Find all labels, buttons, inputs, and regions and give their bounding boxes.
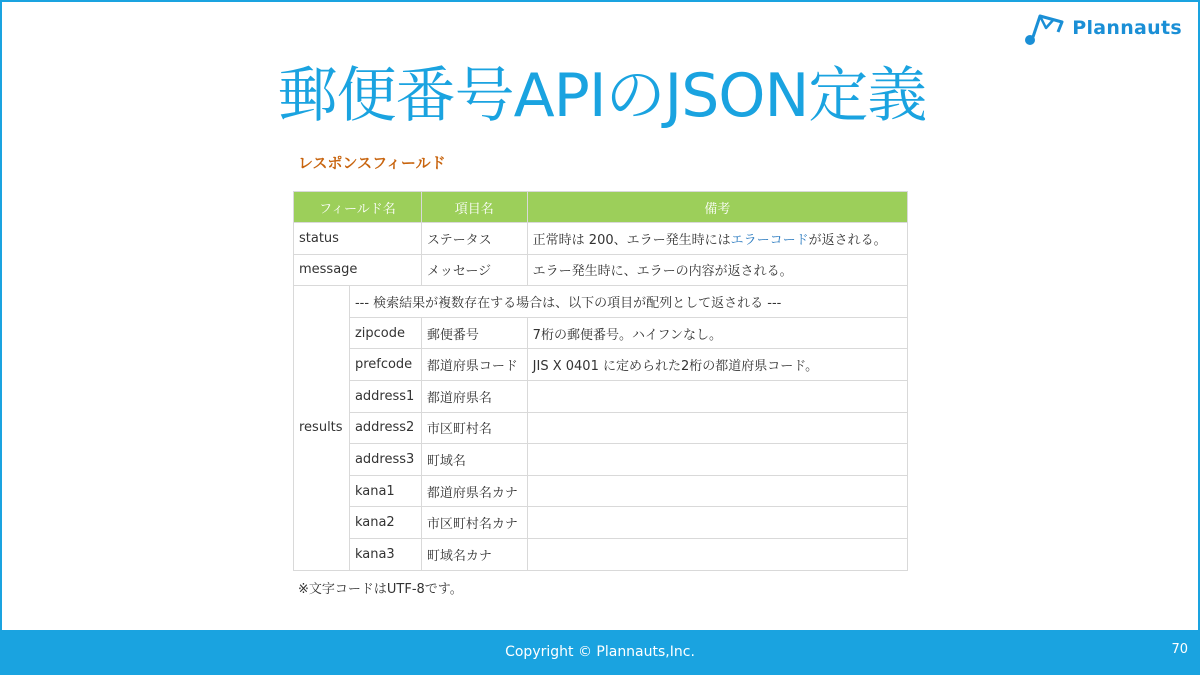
- logo-text: Plannauts: [1072, 17, 1182, 39]
- item-cell: 市区町村名カナ: [421, 507, 527, 539]
- field-cell: prefcode: [349, 349, 421, 381]
- results-field-cell: results: [294, 286, 350, 570]
- field-cell: status: [294, 223, 422, 255]
- note-cell: [527, 380, 907, 412]
- field-cell: kana2: [349, 507, 421, 539]
- field-cell: address2: [349, 412, 421, 444]
- table-row: [294, 507, 908, 539]
- field-cell: kana3: [349, 538, 421, 570]
- table-row: [294, 223, 908, 255]
- table-header-row: [294, 192, 908, 223]
- note-cell: [527, 475, 907, 507]
- note-cell: [527, 538, 907, 570]
- table-row: [294, 317, 908, 349]
- field-cell: message: [294, 254, 422, 286]
- results-note-cell: --- 検索結果が複数存在する場合は、以下の項目が配列として返される ---: [349, 286, 907, 318]
- note-cell: JIS X 0401 に定められた2桁の都道府県コード。: [527, 349, 907, 381]
- item-cell: メッセージ: [421, 254, 527, 286]
- table-row: [294, 286, 908, 318]
- item-cell: 市区町村名: [421, 412, 527, 444]
- table-row: [294, 475, 908, 507]
- section-heading: レスポンスフィールド: [298, 154, 446, 172]
- page-number: 70: [1171, 642, 1188, 657]
- response-fields-table: [293, 191, 908, 571]
- item-cell: 郵便番号: [421, 317, 527, 349]
- item-cell: 町域名: [421, 444, 527, 476]
- page-title: 郵便番号APIのJSON定義: [277, 61, 927, 131]
- brand-logo: [1024, 10, 1182, 46]
- note-cell: エラー発生時に、エラーの内容が返される。: [527, 254, 907, 286]
- header-item-name: 項目名: [421, 192, 527, 223]
- note-cell: [527, 412, 907, 444]
- item-cell: ステータス: [421, 223, 527, 255]
- note-cell: 7桁の郵便番号。ハイフンなし。: [527, 317, 907, 349]
- note-cell: [527, 507, 907, 539]
- charset-footnote: ※文字コードはUTF-8です。: [298, 582, 463, 597]
- plannauts-logo-icon: [1024, 10, 1066, 46]
- field-cell: address1: [349, 380, 421, 412]
- table-row: [294, 254, 908, 286]
- field-cell: kana1: [349, 475, 421, 507]
- item-cell: 都道府県名: [421, 380, 527, 412]
- table-row: [294, 538, 908, 570]
- field-cell: address3: [349, 444, 421, 476]
- item-cell: 都道府県名カナ: [421, 475, 527, 507]
- note-text: 正常時は 200、エラー発生時には: [532, 232, 731, 248]
- header-note: 備考: [527, 192, 907, 223]
- table-row: [294, 444, 908, 476]
- item-cell: 都道府県コード: [421, 349, 527, 381]
- note-text: が返される。: [808, 232, 887, 248]
- note-cell: [527, 223, 907, 255]
- note-cell: [527, 444, 907, 476]
- table-row: [294, 412, 908, 444]
- table-row: [294, 380, 908, 412]
- table-row: [294, 349, 908, 381]
- header-field-name: フィールド名: [294, 192, 422, 223]
- footer-bar: [0, 630, 1200, 675]
- error-code-link[interactable]: エラーコード: [730, 232, 809, 248]
- copyright-text: Copyright © Plannauts,Inc.: [505, 644, 695, 660]
- item-cell: 町域名カナ: [421, 538, 527, 570]
- field-cell: zipcode: [349, 317, 421, 349]
